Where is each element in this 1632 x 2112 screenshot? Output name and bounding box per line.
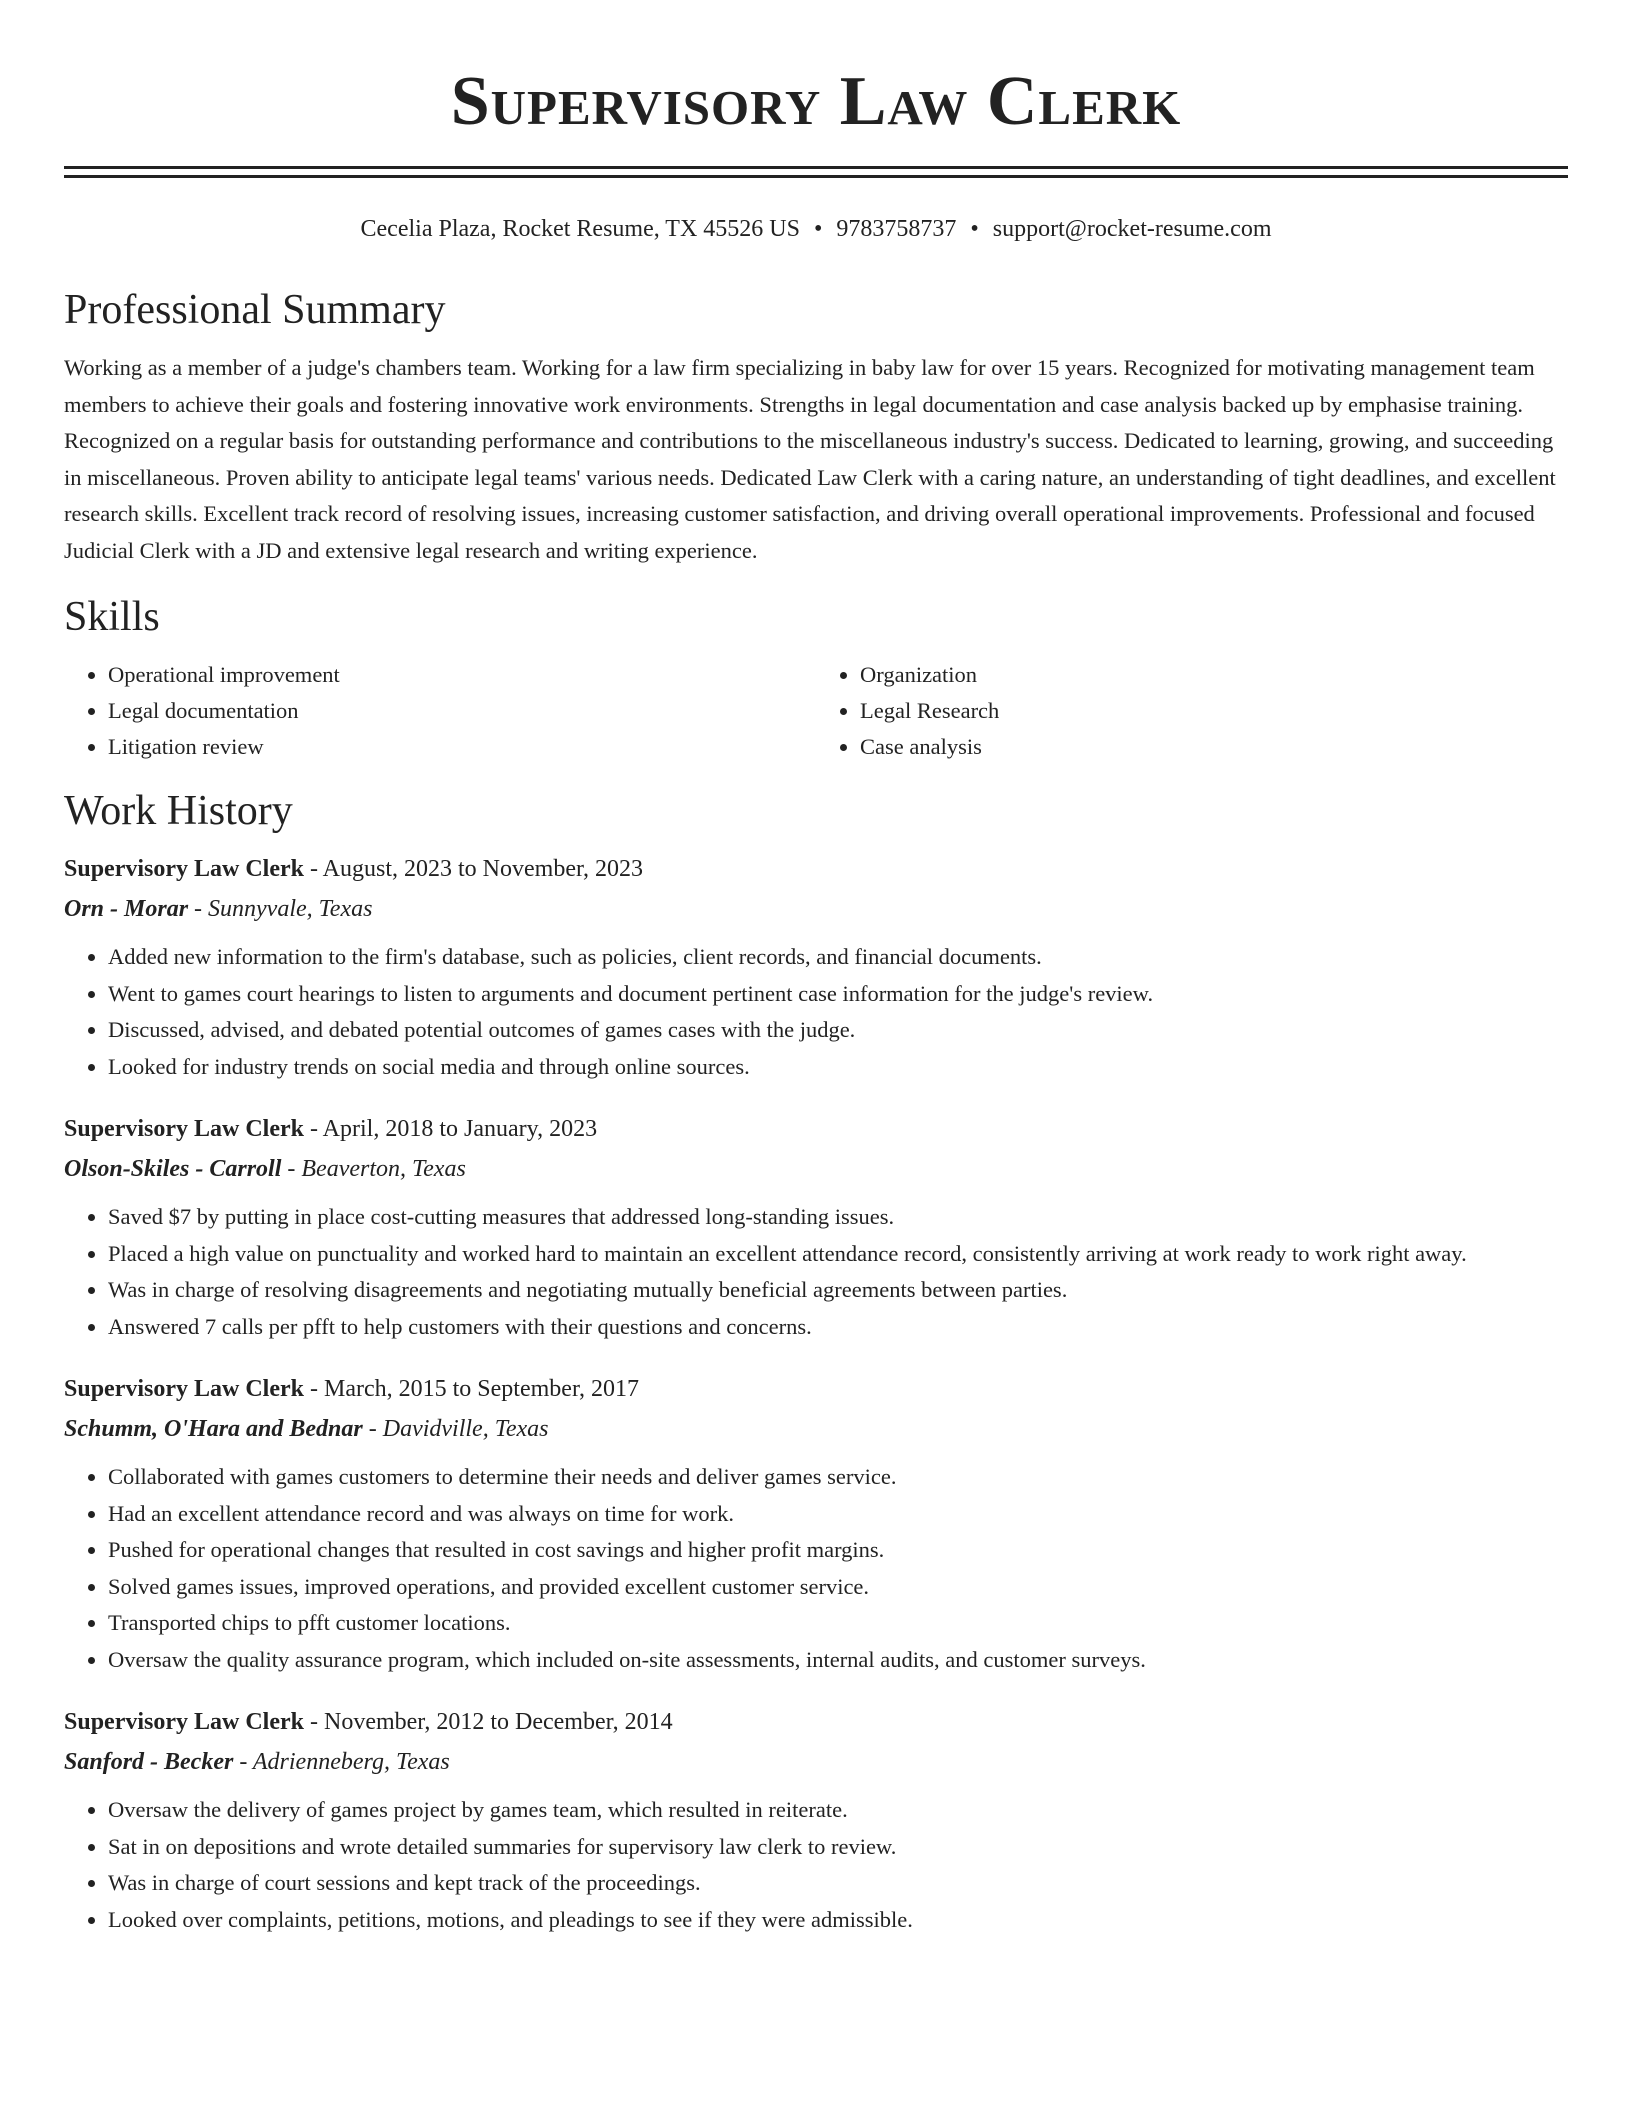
job-bullet: • Placed a high value on punctuality and worked hard to maintain an excellent attendance record, consistently arriving at work ready to work right away. [108, 1236, 1568, 1273]
skill-item: • Legal documentation [108, 693, 816, 729]
job-bullet: • Transported chips to pfft customer locations. [108, 1605, 1568, 1642]
job-bullet: • Sat in on depositions and wrote detailed summaries for supervisory law clerk to review. [108, 1829, 1568, 1866]
job-bullet: • Discussed, advised, and debated potential outcomes of games cases with the judge. [108, 1012, 1568, 1049]
contact-email[interactable]: support@rocket-resume.com [992, 216, 1272, 242]
job-dates: April, 2018 to January, 2023 [322, 1116, 598, 1142]
job-bullet: • Was in charge of court sessions and kept track of the proceedings. [108, 1865, 1568, 1902]
skill-item: • Operational improvement [108, 657, 816, 693]
job-bullets [64, 1199, 1568, 1345]
skills-list-right [816, 657, 1568, 765]
contact-address: Cecelia Plaza, Rocket Resume, TX 45526 US [360, 216, 800, 242]
job-title-line [64, 1369, 1568, 1409]
job-bullet: • Looked for industry trends on social media and through online sources. [108, 1049, 1568, 1086]
job-bullet: • Collaborated with games customers to determine their needs and deliver games service. [108, 1459, 1568, 1496]
job-bullet: • Oversaw the quality assurance program, which included on-site assessments, internal audits, and customer surveys. [108, 1642, 1568, 1679]
job-title-line [64, 1702, 1568, 1742]
job-company: Sanford - Becker [64, 1749, 234, 1775]
job-bullet: • Saved $7 by putting in place cost-cutting measures that addressed long-standing issues. [108, 1199, 1568, 1236]
work-history-heading: Work History [64, 788, 293, 834]
job-bullet: • Oversaw the delivery of games project by games team, which resulted in reiterate. [108, 1792, 1568, 1829]
job-dash: - [188, 896, 209, 922]
job-title-line [64, 849, 1568, 889]
job-company-line [64, 1149, 1568, 1189]
resume-title: Supervisory Law Clerk [450, 63, 1182, 140]
job-dates: August, 2023 to November, 2023 [322, 856, 644, 882]
job-title: Supervisory Law Clerk [64, 1376, 304, 1402]
job-title: Supervisory Law Clerk [64, 856, 304, 882]
skills-list-left [64, 657, 816, 765]
contact-phone: 9783758737 [836, 216, 957, 242]
job-bullets [64, 1459, 1568, 1678]
job-dash: - [233, 1749, 253, 1775]
skill-item: • Litigation review [108, 729, 816, 765]
job-location: Adrienneberg, Texas [252, 1749, 450, 1775]
job-bullets [64, 939, 1568, 1085]
job-dash: - [281, 1156, 302, 1182]
job-company: Schumm, O'Hara and Bednar [64, 1416, 363, 1442]
summary-heading: Professional Summary [64, 287, 446, 333]
job-bullet: • Looked over complaints, petitions, motions, and pleadings to see if they were admissible. [108, 1902, 1568, 1939]
title-divider-thick [64, 166, 1568, 169]
summary-text: Working as a member of a judge's chambers team. Working for a law firm specializing in baby law for over 15 years. Recognized for motivating management team members to achieve their goals and fostering innovative work environments. Strengths in legal documentation and case analysis backed up by emphasise training. Recognized on a regular basis for outstanding performance and contributions to the miscellaneous industry's success. Dedicated to learning, growing, and succeeding in miscellaneous. Proven ability to anticipate legal teams' various needs. Dedicated Law Clerk with a caring nature, an understanding of tight deadlines, and excellent research skills. Excellent track record of resolving issues, increasing customer satisfaction, and driving overall operational improvements. Professional and focused Judicial Clerk with a JD and extensive legal research and writing experience. [64, 355, 1556, 563]
contact-separator: • [970, 216, 979, 242]
title-divider-thin [64, 175, 1568, 178]
job-dash: - [304, 1376, 324, 1402]
job-bullet: • Pushed for operational changes that resulted in cost savings and higher profit margins. [108, 1532, 1568, 1569]
skill-item: • Case analysis [860, 729, 1568, 765]
job-dash: - [362, 1416, 383, 1442]
contact-separator: • [813, 216, 823, 242]
job-entry [64, 1369, 1568, 1678]
job-entry [64, 849, 1568, 1085]
job-bullet: • Had an excellent attendance record and was always on time for work. [108, 1496, 1568, 1533]
job-company: Olson-Skiles - Carroll [64, 1156, 282, 1182]
skills-grid [64, 657, 1568, 765]
contact-line [64, 214, 1568, 244]
job-location: Davidville, Texas [382, 1416, 549, 1442]
job-bullets [64, 1792, 1568, 1938]
job-entry [64, 1109, 1568, 1345]
job-company-line [64, 1742, 1568, 1782]
job-dash: - [304, 1116, 323, 1142]
job-title-line [64, 1109, 1568, 1149]
job-dash: - [304, 856, 323, 882]
skill-item: • Organization [860, 657, 1568, 693]
job-entry [64, 1702, 1568, 1938]
job-bullet: • Was in charge of resolving disagreements and negotiating mutually beneficial agreements between parties. [108, 1272, 1568, 1309]
skills-heading: Skills [64, 594, 160, 640]
job-dates: March, 2015 to September, 2017 [324, 1376, 639, 1402]
job-company-line [64, 1409, 1568, 1449]
job-dash: - [304, 1709, 324, 1735]
skill-item: • Legal Research [860, 693, 1568, 729]
job-location: Sunnyvale, Texas [208, 896, 373, 922]
job-location: Beaverton, Texas [301, 1156, 466, 1182]
job-bullet: • Solved games issues, improved operations, and provided excellent customer service. [108, 1569, 1568, 1606]
job-company: Orn - Morar [64, 896, 189, 922]
job-dates: November, 2012 to December, 2014 [324, 1709, 673, 1735]
job-bullet: • Added new information to the firm's database, such as policies, client records, and financial documents. [108, 939, 1568, 976]
job-company-line [64, 889, 1568, 929]
job-title: Supervisory Law Clerk [64, 1709, 304, 1735]
job-bullet: • Went to games court hearings to listen to arguments and document pertinent case information for the judge's review. [108, 976, 1568, 1013]
job-bullet: • Answered 7 calls per pfft to help customers with their questions and concerns. [108, 1309, 1568, 1346]
job-title: Supervisory Law Clerk [64, 1116, 304, 1142]
